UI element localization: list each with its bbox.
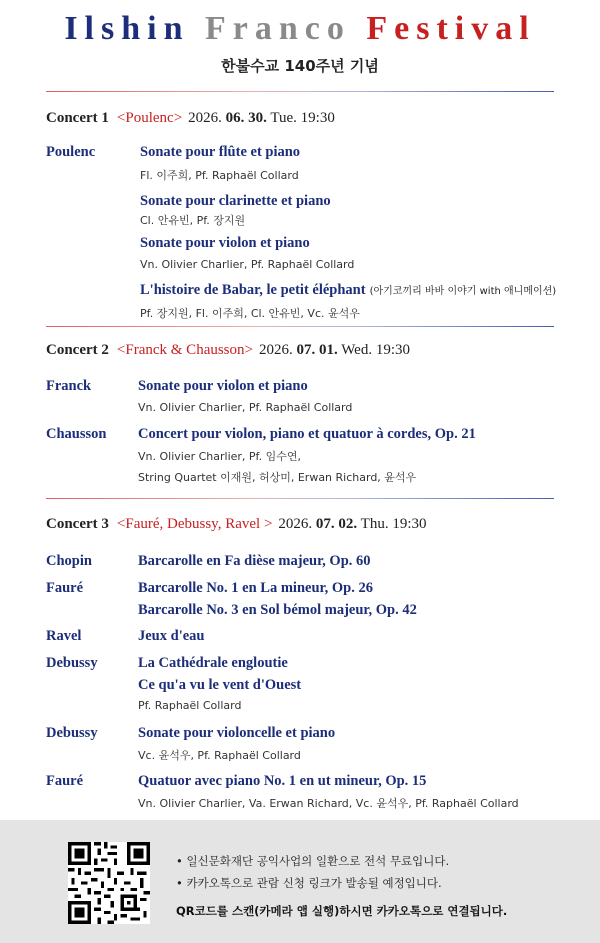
- concert2-date-prefix: 2026.: [258, 342, 293, 358]
- concert2-header: [46, 342, 410, 359]
- divider: [46, 326, 554, 327]
- qr-code-icon[interactable]: [68, 842, 150, 924]
- concert3-work-performers: Vc. 윤석우, Pf. Raphaël Collard: [138, 749, 301, 762]
- concert2-label: Concert 2: [46, 342, 109, 358]
- concert1-work-performers: Pf. 장지원, Fl. 이주희, Cl. 안유빈, Vc. 윤석우: [140, 307, 360, 320]
- footer-info-line: • 카카오톡으로 관람 신청 링크가 발송될 예정입니다.: [176, 876, 442, 890]
- festival-subtitle: 한불수교 140주년 기념: [221, 57, 379, 75]
- concert3-work-performers: Pf. Raphaël Collard: [138, 699, 242, 712]
- divider: [46, 498, 554, 499]
- concert1-work-performers: Vn. Olivier Charlier, Pf. Raphaël Collard: [140, 258, 355, 271]
- concert2-subtitle: <Franck & Chausson>: [116, 342, 253, 358]
- concert3-work-title: Quatuor avec piano No. 1 en ut mineur, Op. 15: [138, 773, 427, 789]
- work-note: (아기코끼리 바바 이야기 with 애니메이션): [369, 286, 557, 297]
- concert3-work-title-2: Ce qu'a vu le vent d'Ouest: [138, 677, 302, 693]
- footer-info-line: • 일신문화재단 공익사업의 일환으로 전석 무료입니다.: [176, 854, 450, 868]
- divider: [46, 91, 554, 92]
- concert1-header: [46, 110, 335, 127]
- concert3-work-title: La Cathédrale engloutie: [138, 655, 288, 671]
- concert3-subtitle: <Fauré, Debussy, Ravel >: [116, 516, 273, 532]
- concert3-date-prefix: 2026.: [278, 516, 313, 532]
- footer-qr-instruction: QR코드를 스캔(카메라 앱 실행)하시면 카카오톡으로 연결됩니다.: [176, 904, 508, 918]
- concert1-date-prefix: 2026.: [188, 110, 222, 126]
- concert2-work-performers: Vn. Olivier Charlier, Pf. Raphaël Collard: [138, 401, 353, 414]
- concert2-work-performers-2: String Quartet 이재원, 허상미, Erwan Richard, 윤석우: [138, 471, 417, 484]
- concert3-work-title-2: Barcarolle No. 3 en Sol bémol majeur, Op. 42: [138, 602, 417, 618]
- concert3-date-md: 07. 02.: [315, 516, 358, 532]
- concert3-work-title: Sonate pour violoncelle et piano: [138, 725, 336, 741]
- work-title-text: L'histoire de Babar, le petit éléphant: [140, 282, 366, 298]
- concert2-work-title: Sonate pour violon et piano: [138, 378, 308, 394]
- title-word-festival: Festival: [366, 10, 536, 47]
- concert3-date-rest: Thu. 19:30: [360, 516, 427, 532]
- concert1-date-md: 06. 30.: [225, 110, 267, 126]
- concert2-date-md: 07. 01.: [296, 342, 338, 358]
- concert3-header: [46, 516, 427, 533]
- concert2-composer: Chausson: [46, 426, 107, 442]
- concert2-work-performers: Vn. Olivier Charlier, Pf. 임수연,: [138, 450, 301, 463]
- concert3-composer: Debussy: [46, 655, 98, 671]
- concert1-date-rest: Tue. 19:30: [270, 110, 335, 126]
- concert3-composer: Chopin: [46, 553, 92, 569]
- concert2-composer: Franck: [46, 378, 92, 394]
- concert3-work-title: Barcarolle en Fa dièse majeur, Op. 60: [138, 553, 371, 569]
- concert1-work-title: [140, 282, 556, 299]
- concert3-composer: Ravel: [46, 628, 82, 644]
- title-word-franco: Franco: [205, 10, 351, 47]
- concert1-subtitle: <Poulenc>: [116, 110, 183, 126]
- concert3-work-title: Barcarolle No. 1 en La mineur, Op. 26: [138, 580, 373, 596]
- concert3-work-title: Jeux d'eau: [138, 628, 205, 644]
- concert3-composer: Fauré: [46, 773, 84, 789]
- concert1-work-performers: Cl. 안유빈, Pf. 장지원: [140, 214, 246, 227]
- concert1-work-performers: Fl. 이주희, Pf. Raphaël Collard: [140, 169, 299, 182]
- title-word-ilshin: Ilshin: [64, 10, 190, 47]
- concert1-label: Concert 1: [46, 110, 109, 126]
- concert1-work-title: Sonate pour violon et piano: [140, 235, 310, 251]
- concert1-work-title: Sonate pour flûte et piano: [140, 144, 301, 160]
- concert2-work-title: Concert pour violon, piano et quatuor à cordes, Op. 21: [138, 426, 476, 442]
- concert3-composer: Debussy: [46, 725, 98, 741]
- concert1-composer: Poulenc: [46, 144, 96, 160]
- concert3-work-performers: Vn. Olivier Charlier, Va. Erwan Richard, Vc. 윤석우, Pf. Raphaël Collard: [138, 797, 519, 810]
- concert1-work-title: Sonate pour clarinette et piano: [140, 193, 331, 209]
- festival-title: [0, 10, 600, 48]
- concert3-composer: Fauré: [46, 580, 84, 596]
- concert3-label: Concert 3: [46, 516, 109, 532]
- concert2-date-rest: Wed. 19:30: [341, 342, 411, 358]
